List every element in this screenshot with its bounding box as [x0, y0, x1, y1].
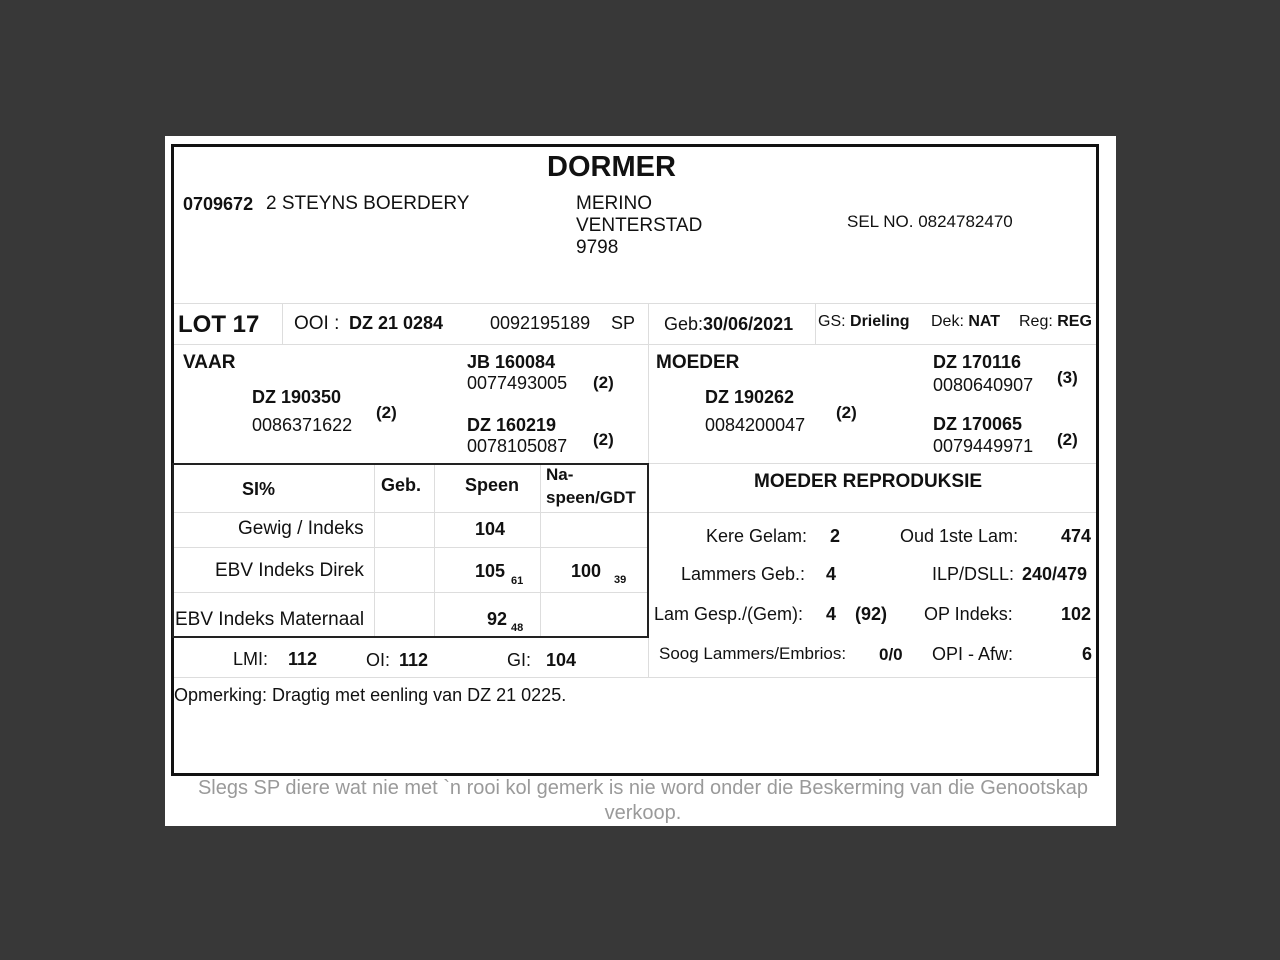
dam-reg: 0084200047 — [705, 415, 806, 435]
sire-sire-id: JB 160084 — [467, 352, 556, 372]
si-naspeen-accuracy: 39 — [614, 574, 627, 586]
birth-date-value: 30/06/2021 — [703, 314, 794, 334]
divider — [649, 463, 1096, 464]
breed-title: DORMER — [547, 151, 676, 183]
reg-value: REG — [1057, 313, 1092, 330]
kere-label: Kere Gelam: — [706, 526, 808, 546]
address-line: MERINO — [576, 193, 652, 214]
sire-dam-grade: (2) — [593, 430, 614, 449]
mating — [931, 313, 1000, 331]
geb-header: Geb. — [381, 475, 422, 495]
dam-grade: (2) — [836, 403, 857, 422]
soog-label: Soog Lammers/Embrios: — [659, 644, 847, 663]
dam-dam-grade: (2) — [1057, 430, 1078, 449]
naspeen-header: speen/GDT — [546, 488, 636, 507]
dek-label: Dek: — [931, 313, 964, 330]
si-speen-value: 104 — [475, 519, 506, 539]
dek-value: NAT — [968, 313, 1001, 330]
gi-label: GI: — [507, 650, 532, 670]
dam-dam-reg: 0079449971 — [933, 436, 1034, 456]
breeder-name: 2 STEYNS BOERDERY — [266, 193, 470, 214]
lot-label: LOT 17 — [178, 311, 260, 338]
moeder-label: MOEDER — [656, 352, 740, 373]
birth-date — [664, 314, 793, 335]
birth-status — [818, 313, 910, 331]
si-row-label: Gewig / Indeks — [238, 518, 364, 539]
si-row-label: EBV Indeks Direk — [215, 560, 364, 581]
si-speen-accuracy: 48 — [511, 622, 524, 634]
ilp-label: ILP/DSLL: — [932, 564, 1015, 584]
gs-label: GS: — [818, 313, 846, 330]
soog-value: 0/0 — [879, 645, 903, 664]
sire-dam-reg: 0078105087 — [467, 436, 568, 456]
opi-label: OPI - Afw: — [932, 644, 1014, 664]
birth-date-label: Geb: — [664, 314, 704, 334]
dam-id: DZ 190262 — [705, 387, 795, 407]
si-col-divider — [374, 465, 375, 636]
lammers-label: Lammers Geb.: — [681, 564, 806, 584]
ooi-reg-no: 0092195189 — [490, 313, 591, 333]
si-row-divider — [174, 592, 647, 593]
sire-id: DZ 190350 — [252, 387, 342, 407]
divider — [174, 303, 1096, 304]
dam-dam-id: DZ 170065 — [933, 414, 1023, 434]
phone-label: SEL NO. — [847, 212, 914, 231]
lmi-value: 112 — [288, 649, 318, 669]
address-line: VENTERSTAD — [576, 215, 703, 236]
breeder-number: 0709672 — [183, 194, 254, 214]
phone — [847, 212, 1013, 232]
reproduction-title: MOEDER REPRODUKSIE — [754, 471, 983, 492]
gs-value: Drieling — [850, 313, 910, 330]
registration — [1019, 313, 1092, 331]
divider — [815, 304, 816, 344]
sire-reg: 0086371622 — [252, 415, 353, 435]
card-frame — [171, 144, 1099, 776]
dam-sire-grade: (3) — [1057, 368, 1078, 387]
divider — [174, 677, 1096, 678]
dam-sire-reg: 0080640907 — [933, 375, 1034, 395]
lmi-label: LMI: — [233, 649, 269, 669]
lammers-value: 4 — [826, 564, 837, 584]
si-naspeen-value: 100 — [571, 561, 602, 581]
ooi-label: OOI : — [294, 313, 340, 334]
sire-sire-grade: (2) — [593, 373, 614, 392]
si-header: SI% — [242, 479, 276, 499]
oi-label: OI: — [366, 650, 391, 670]
phone-number: 0824782470 — [918, 212, 1013, 231]
oi-value: 112 — [399, 650, 429, 670]
op-value: 102 — [1061, 604, 1092, 624]
sire-sire-reg: 0077493005 — [467, 373, 568, 393]
ilp-value: 240/479 — [1022, 564, 1088, 584]
divider — [282, 304, 283, 344]
si-row-label: EBV Indeks Maternaal — [175, 609, 365, 630]
oud-value: 474 — [1061, 526, 1092, 546]
sire-dam-id: DZ 160219 — [467, 415, 557, 435]
disclaimer: Slegs SP diere wat nie met `n rooi kol gemerk is nie word onder die Beskerming van die Genootskap verkoop. — [197, 777, 1089, 824]
si-row-divider — [174, 547, 647, 548]
gesp-label: Lam Gesp./(Gem): — [654, 604, 804, 624]
divider — [174, 344, 1096, 345]
si-speen-value: 92 — [487, 609, 508, 629]
speen-header: Speen — [465, 475, 520, 495]
sp-mark: SP — [611, 313, 636, 333]
si-speen-value: 105 — [475, 561, 506, 581]
dam-sire-id: DZ 170116 — [933, 352, 1022, 372]
si-col-divider — [434, 465, 435, 636]
address-line: 9798 — [576, 237, 619, 258]
si-col-divider — [540, 465, 541, 636]
gi-value: 104 — [546, 650, 577, 670]
si-speen-accuracy: 61 — [511, 575, 524, 587]
gesp-value: 4 — [826, 604, 837, 624]
ooi-id: DZ 21 0284 — [349, 313, 444, 333]
vaar-label: VAAR — [183, 352, 236, 373]
sire-grade: (2) — [376, 403, 397, 422]
si-row-divider — [174, 512, 647, 513]
op-label: OP Indeks: — [924, 604, 1013, 624]
reg-label: Reg: — [1019, 313, 1053, 330]
divider — [649, 512, 1096, 513]
gesp-avg: (92) — [855, 604, 888, 624]
oud-label: Oud 1ste Lam: — [900, 526, 1019, 546]
remark: Opmerking: Dragtig met eenling van DZ 21 0225. — [174, 685, 567, 705]
kere-value: 2 — [830, 526, 841, 546]
naspeen-header: Na- — [546, 465, 574, 484]
opi-value: 6 — [1082, 644, 1093, 664]
